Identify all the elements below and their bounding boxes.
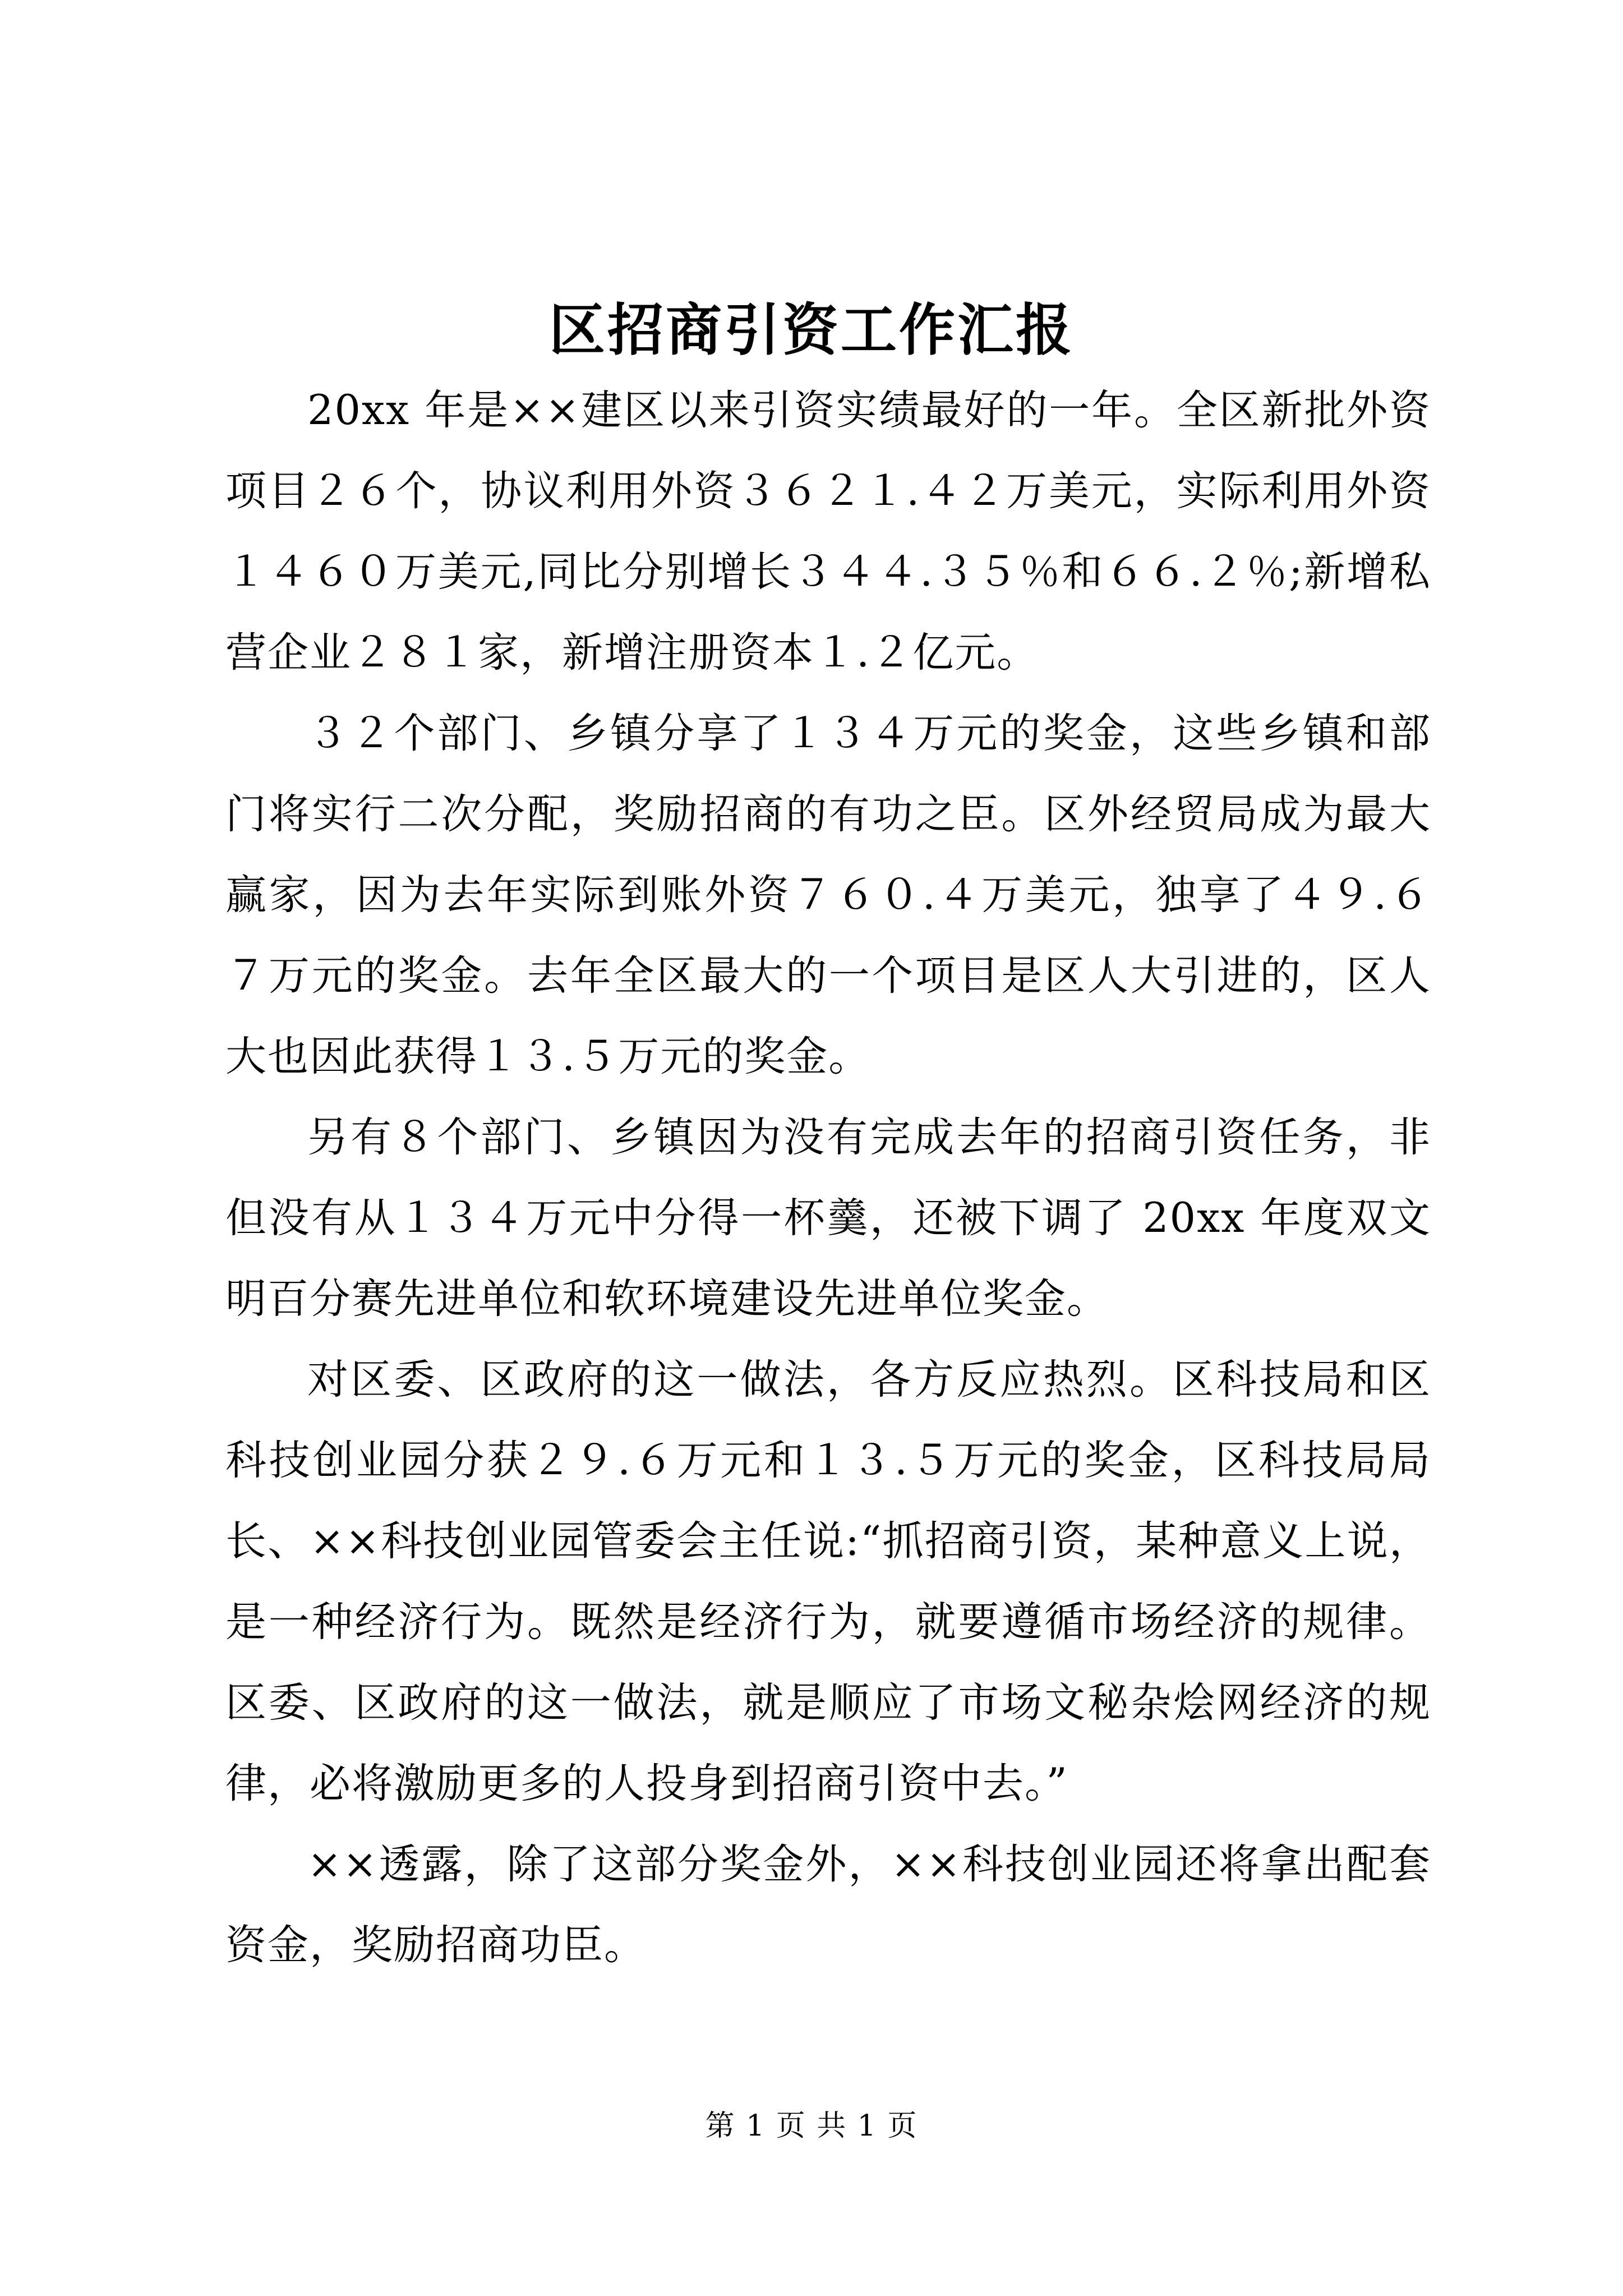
paragraph-1: 20xx 年是××建区以来引资实绩最好的一年。全区新批外资项目２６个，协议利用外资３６２１.４２万美元，实际利用外资１４６０万美元,同比分别增长３４４.３５％和６６.２％;新增私营企业２８１家，新增注册资本１.２亿元。 bbox=[225, 386, 1431, 677]
page-number-footer: 第 1 页 共 1 页 bbox=[705, 2109, 918, 2143]
paragraph-3: 另有８个部门、乡镇因为没有完成去年的招商引资任务，非但没有从１３４万元中分得一杯羹，还被下调了 20xx 年度双文明百分赛先进单位和软环境建设先进单位奖金。 bbox=[225, 1114, 1431, 1323]
paragraph-2: ３２个部门、乡镇分享了１３４万元的奖金，这些乡镇和部门将实行二次分配，奖励招商的有功之臣。区外经贸局成为最大赢家，因为去年实际到账外资７６０.４万美元，独享了４９.６７万元的奖金。去年全区最大的一个项目是区人大引进的，区人大也因此获得１３.５万元的奖金。 bbox=[225, 710, 1431, 1080]
paragraph-5: ××透露，除了这部分奖金外，××科技创业园还将拿出配套资金，奖励招商功臣。 bbox=[225, 1841, 1431, 1969]
paragraph-4: 对区委、区政府的这一做法，各方反应热烈。区科技局和区科技创业园分获２９.６万元和１３.５万元的奖金，区科技局局长、××科技创业园管委会主任说:“抓招商引资，某种意义上说，是一种经济行为。既然是经济行为，就要遵循市场经济的规律。区委、区政府的这一做法，就是顺应了市场文秘杂烩网经济的规律，必将激励更多的人投身到招商引资中去。” bbox=[225, 1356, 1431, 1807]
document-title: 区招商引资工作汇报 bbox=[549, 297, 1074, 363]
document-body bbox=[225, 370, 1431, 1986]
